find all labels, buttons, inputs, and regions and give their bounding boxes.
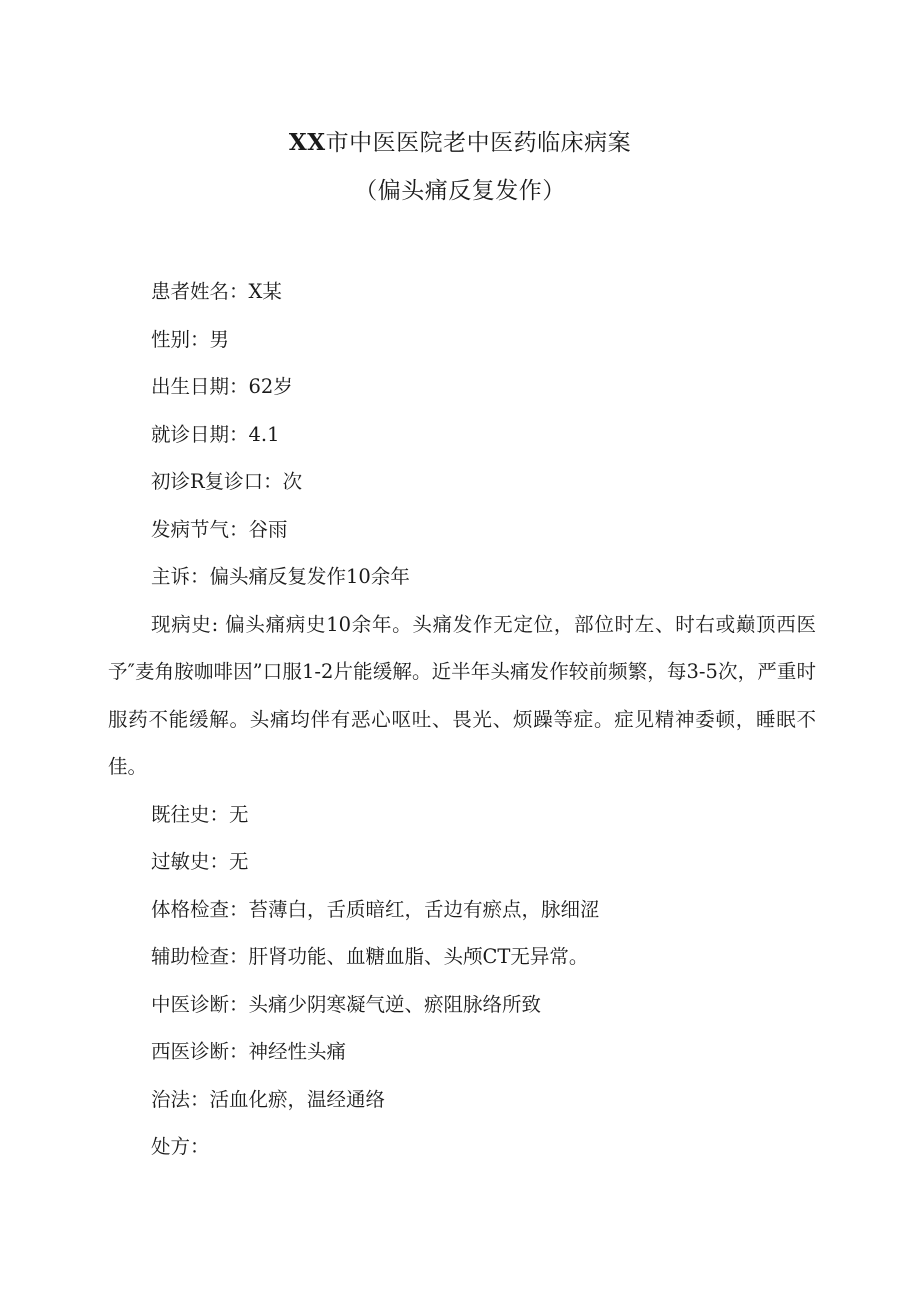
present-history-paragraph: 现病史: 偏头痛病史10余年。头痛发作无定位，部位时左、时右或巅顶西医予″麦角胺咖啡因”口服1-2片能缓解。近半年头痛发作较前频繁，每3-5次，严重时服药不能缓解。头痛均伴有恶心呕吐、畏光、烦躁等症。症见精神委顿，睡眠不佳。 xyxy=(108,612,816,778)
allergy-history-line: 过敏史：无 xyxy=(151,850,249,873)
tcm-diagnosis-line: 中医诊断：头痛少阴寒凝气逆、瘀阻脉络所致 xyxy=(151,992,542,1016)
onset-season-line: 发病节气：谷雨 xyxy=(151,517,288,541)
document-title xyxy=(0,128,920,158)
document-subtitle: （偏头痛反复发作） xyxy=(354,178,566,204)
past-history-line: 既往史：无 xyxy=(151,802,249,826)
title-text: 市中医医院老中医药临床病案 xyxy=(325,130,632,156)
chief-complaint-line: 主诉：偏头痛反复发作10余年 xyxy=(151,565,410,588)
treatment-method-line: 治法：活血化瘀，温经通络 xyxy=(151,1087,386,1111)
visit-type-line: 初诊R复诊口：次 xyxy=(151,470,303,493)
auxiliary-exam-line: 辅助检查：肝肾功能、血糖血脂、头颅CT无异常。 xyxy=(151,945,589,968)
title-prefix: XX xyxy=(288,129,326,156)
patient-name-line: 患者姓名：X某 xyxy=(151,280,282,303)
visit-date-line: 就诊日期：4.1 xyxy=(151,422,280,446)
prescription-line: 处方： xyxy=(151,1135,210,1158)
birth-date-line: 出生日期：62岁 xyxy=(151,375,293,398)
western-diagnosis-line: 西医诊断：神经性头痛 xyxy=(151,1040,347,1063)
gender-line: 性别：男 xyxy=(151,327,230,351)
physical-exam-line: 体格检查：苔薄白，舌质暗红，舌边有瘀点，脉细涩 xyxy=(151,897,600,921)
record-body xyxy=(108,268,816,1171)
